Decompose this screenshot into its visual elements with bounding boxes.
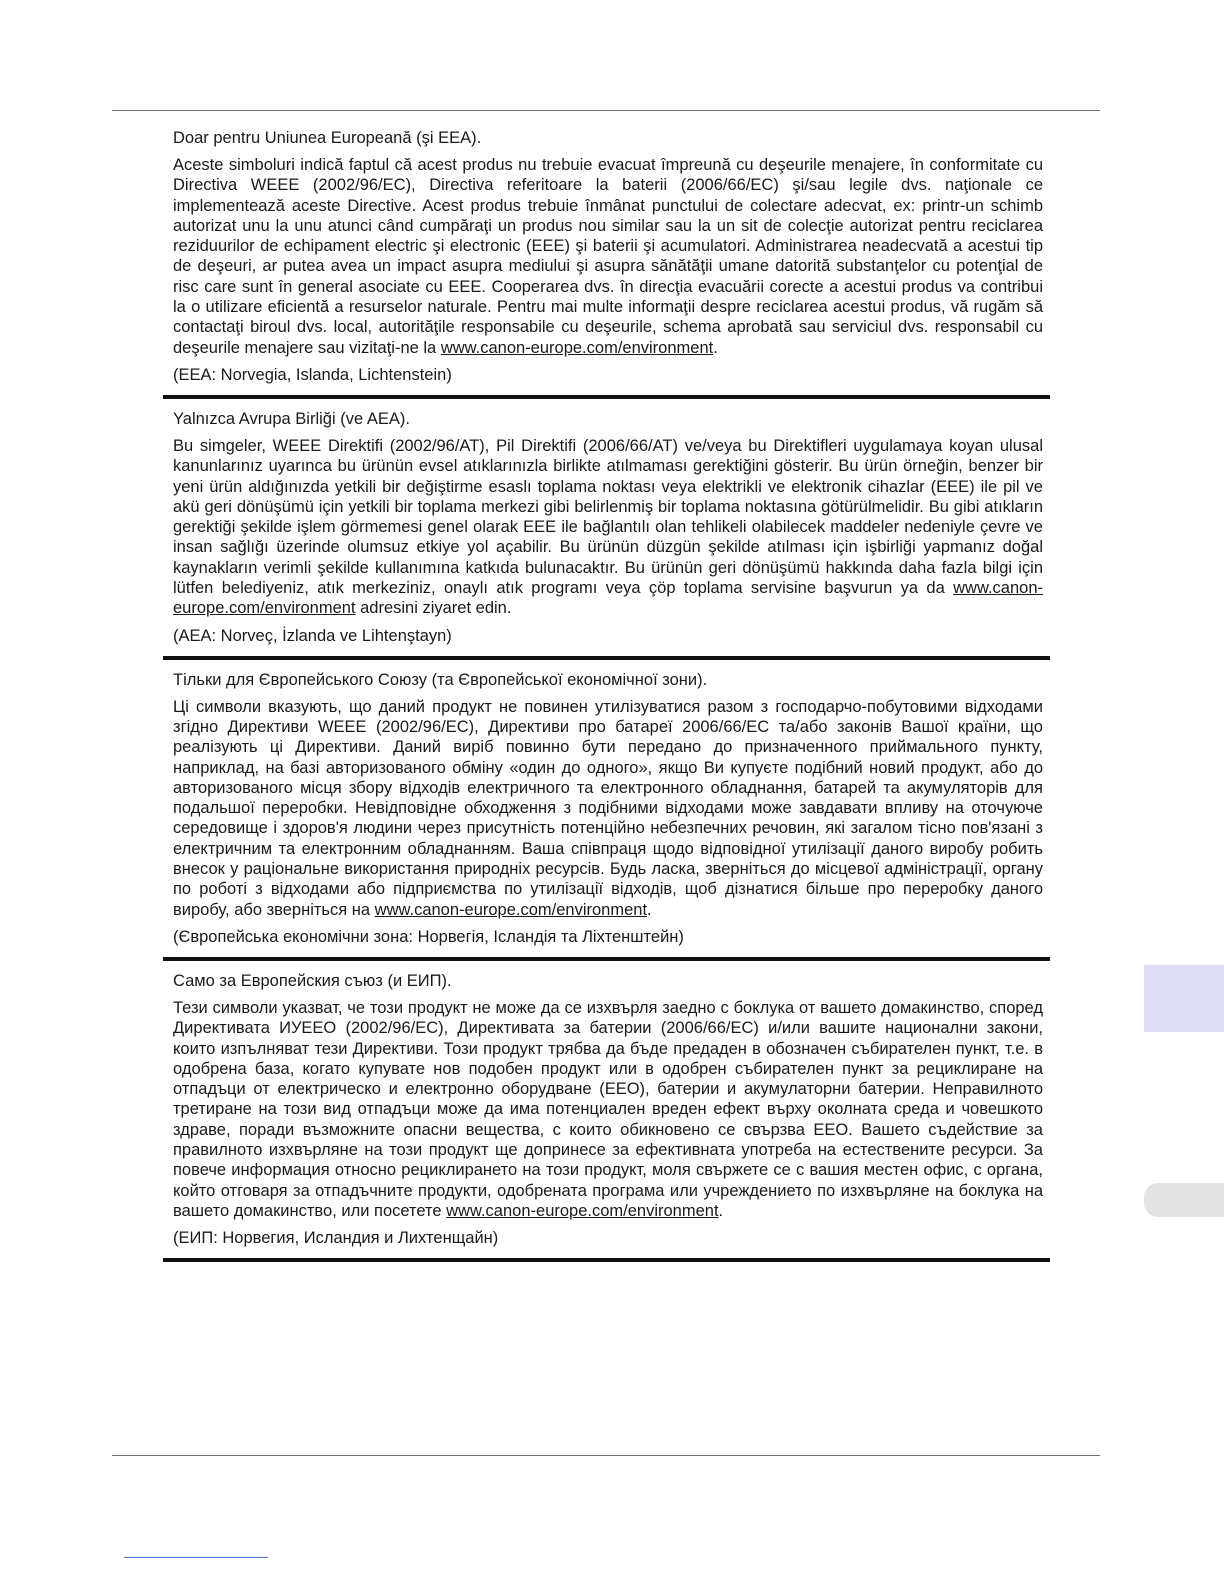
environment-link[interactable]: www.canon-europe.com/environment bbox=[440, 338, 714, 357]
notice-body-end: . bbox=[718, 1201, 724, 1220]
chapter-tab bbox=[1144, 1183, 1224, 1217]
notice-body bbox=[173, 697, 1043, 920]
environment-link[interactable]: www.canon-europe.com/environment bbox=[446, 1201, 719, 1220]
chapter-tab-active bbox=[1144, 965, 1224, 1032]
notice-body-text: Aceste simboluri indică faptul că acest produs nu trebuie evacuat împreună cu deşeurile menajere, în conformitate cu Directiva WEEE (2002/96/EC), Directiva referitoare la baterii (2006/66/EC) şi/sau legile dvs. naţionale ce implementează aceste Directive. Acest produs trebuie înmânat punctului de colectare adecvat, ex: printr-un schimb autorizat unu la unu atunci când cumpăraţi un produs nou similar sau la un sit de colecţie autorizat pentru reciclarea reziduurilor de echipament electric şi electronic (EEE) şi baterii şi acumulatori. Administrarea neadecvată a acestui tip de deşeuri, ar putea avea un impact asupra mediului şi asupra sănătăţii umane datorită substanţelor cu potenţial de risc care sunt în general asociate cu EEE. Cooperarea dvs. în direcţia evacuării corecte a acestui produs va contribui la o utilizare eficientă a resurselor naturale. Pentru mai multe informaţii despre reciclarea acestui produs, vă rugăm să contactaţi biroul dvs. local, autorităţile responsabile cu deşeurile, schema aprobată sau serviciul dvs. responsabil cu deşeurile menajere sau vizitaţi-ne la bbox=[173, 156, 1043, 357]
notice-heading: Само за Европейския съюз (и ЕИП). bbox=[173, 971, 452, 990]
notice-region-note: (AEA: Norveç, İzlanda ve Lihtenştayn) bbox=[173, 626, 452, 645]
notice-body-text: Ці символи вказують, що даний продукт не повинен утилізуватися разом з господарчо-побутовими відходами згідно Директиви WEEE (2002/96/EC), Директиви про батареї 2006/66/EC та/або законів Вашої країни, що реалізують ці Директиви. Даний виріб повинно бути передано до призначенного приймального пункту, наприклад, на базі авторизованого обміну «один до одного», якщо Ви купуєте подібний новий продукт, або до авторизованого місця збору відходів електричного та електронного обладнання, батарей та акумуляторів для подальшої переробки. Невідповідне обходження з подібними відходами може завдавати впливу на оточуюче середовище і здоров'я людини через присутність потенційно небезпечних речовин, які загалом тісно пов'язані з електричним та електронним обладнанням. Ваша співпраця щодо відповідної утилізації даного виробу робить внесок у раціональне використання природніх ресурсів. Будь ласка, зверніться до місцевої адміністрації, органу по роботі з відходами або підприємства по утилізації відходів, щоб дізнатися більше про переробку даного виробу, або зверніться на bbox=[173, 697, 1043, 919]
notice-region-note: (Європейська економічни зона: Норвегія, Ісландія та Ліхтенштейн) bbox=[173, 927, 684, 946]
notice-ukrainian bbox=[163, 660, 1050, 961]
notice-heading: Doar pentru Uniunea Europeană (şi EEA). bbox=[173, 129, 482, 147]
notice-body bbox=[173, 436, 1043, 619]
notice-body-text: Тези символи указват, че този продукт не може да се изхвърля заедно с боклука от вашето домакинство, според Директивата ИУЕЕО (2002/96/EC), Директивата за батерии (2006/66/EC) и/или вашите национални закони, които изпълняват тези Директиви. Този продукт трябва да бъде предаден в обозначен събирателен пункт, т.е. в одобрена база, когато купувате нов подобен продукт или в одобрен събирателен пункт за рециклиране на отпадъци от електрическо и електронно оборудване (ЕЕО), батерии и акумулаторни батерии. Неправилното третиране на този вид отпадъци може да има потенциален вреден ефект върху околната среда и човешкото здраве, поради възможните опасни вещества, с които обикновено се свързва ЕЕО. Вашето съдействие за правилното изхвърляне на този продукт ще допринесе за ефективната употреба на естествените ресурси. За повече информация относно рециклирането на този продукт, моля свържете се с вашия местен офис, с органа, който отговаря за отпадъчните продукти, одобрената програма или учреждението по изхвърляне на боклука на вашето домакинство, или посетете bbox=[173, 998, 1043, 1220]
footer-link-underline bbox=[124, 1557, 268, 1558]
notice-body-text: Bu simgeler, WEEE Direktifi (2002/96/AT), Pil Direktifi (2006/66/AT) ve/veya bu Direktifleri uygulamaya koyan ulusal kanunlarınız uyarınca bu ürünün evsel atıklarınızla birlikte atılmaması gerektiğini gösterir. Bu ürün örneğin, benzer bir yeni ürün aldığınızda yetkili bir değiştirme esaslı toplama noktası veya elektrikli ve elektronik cihazlar (EEE) ile pil ve akü geri dönüşümü için yetkili bir toplama merkezi gibi belirlenmiş bir toplama noktasına götürülmelidir. Bu gibi atıkların gerektiği şekilde işlem görmemesi genel olarak EEE ile bağlantılı olan tehlikeli olabilecek maddeler nedeniyle çevre ve insan sağlığı üzerinde olumsuz etkiye yol açabilir. Bu ürünün düzgün şekilde atılması için işbirliği yapmanız doğal kaynakların verimli şekilde kullanımına katkıda bulunacaktır. Bu ürünün geri dönüşümü hakkında daha fazla bilgi için lütfen belediyeniz, atık merkeziniz, onaylı atık programı veya çöp toplama servisine başvurun ya da bbox=[173, 436, 1043, 598]
notice-body-end: . bbox=[713, 338, 718, 357]
notice-region-note: (EEA: Norvegia, Islanda, Lichtenstein) bbox=[173, 365, 452, 384]
environment-link[interactable]: www.canon-europe.com/environment bbox=[173, 579, 1043, 618]
notice-body-end: adresini ziyaret edin. bbox=[355, 599, 512, 618]
weee-notices bbox=[163, 128, 1050, 1262]
notice-heading: Yalnızca Avrupa Birliği (ve AEA). bbox=[173, 409, 410, 428]
notice-body-end: . bbox=[647, 900, 652, 919]
footer-rule bbox=[112, 1455, 1100, 1456]
notice-heading: Тільки для Європейського Союзу (та Європейської економічної зони). bbox=[173, 670, 708, 689]
notice-body bbox=[173, 155, 1043, 358]
notice-bulgarian bbox=[163, 961, 1050, 1262]
notice-body bbox=[173, 998, 1043, 1221]
environment-link[interactable]: www.canon-europe.com/environment bbox=[374, 900, 648, 919]
notice-region-note: (ЕИП: Норвегия, Исландия и Лихтенщайн) bbox=[173, 1229, 499, 1248]
header-rule bbox=[112, 110, 1100, 111]
notice-romanian bbox=[163, 128, 1050, 399]
notice-turkish bbox=[163, 399, 1050, 660]
